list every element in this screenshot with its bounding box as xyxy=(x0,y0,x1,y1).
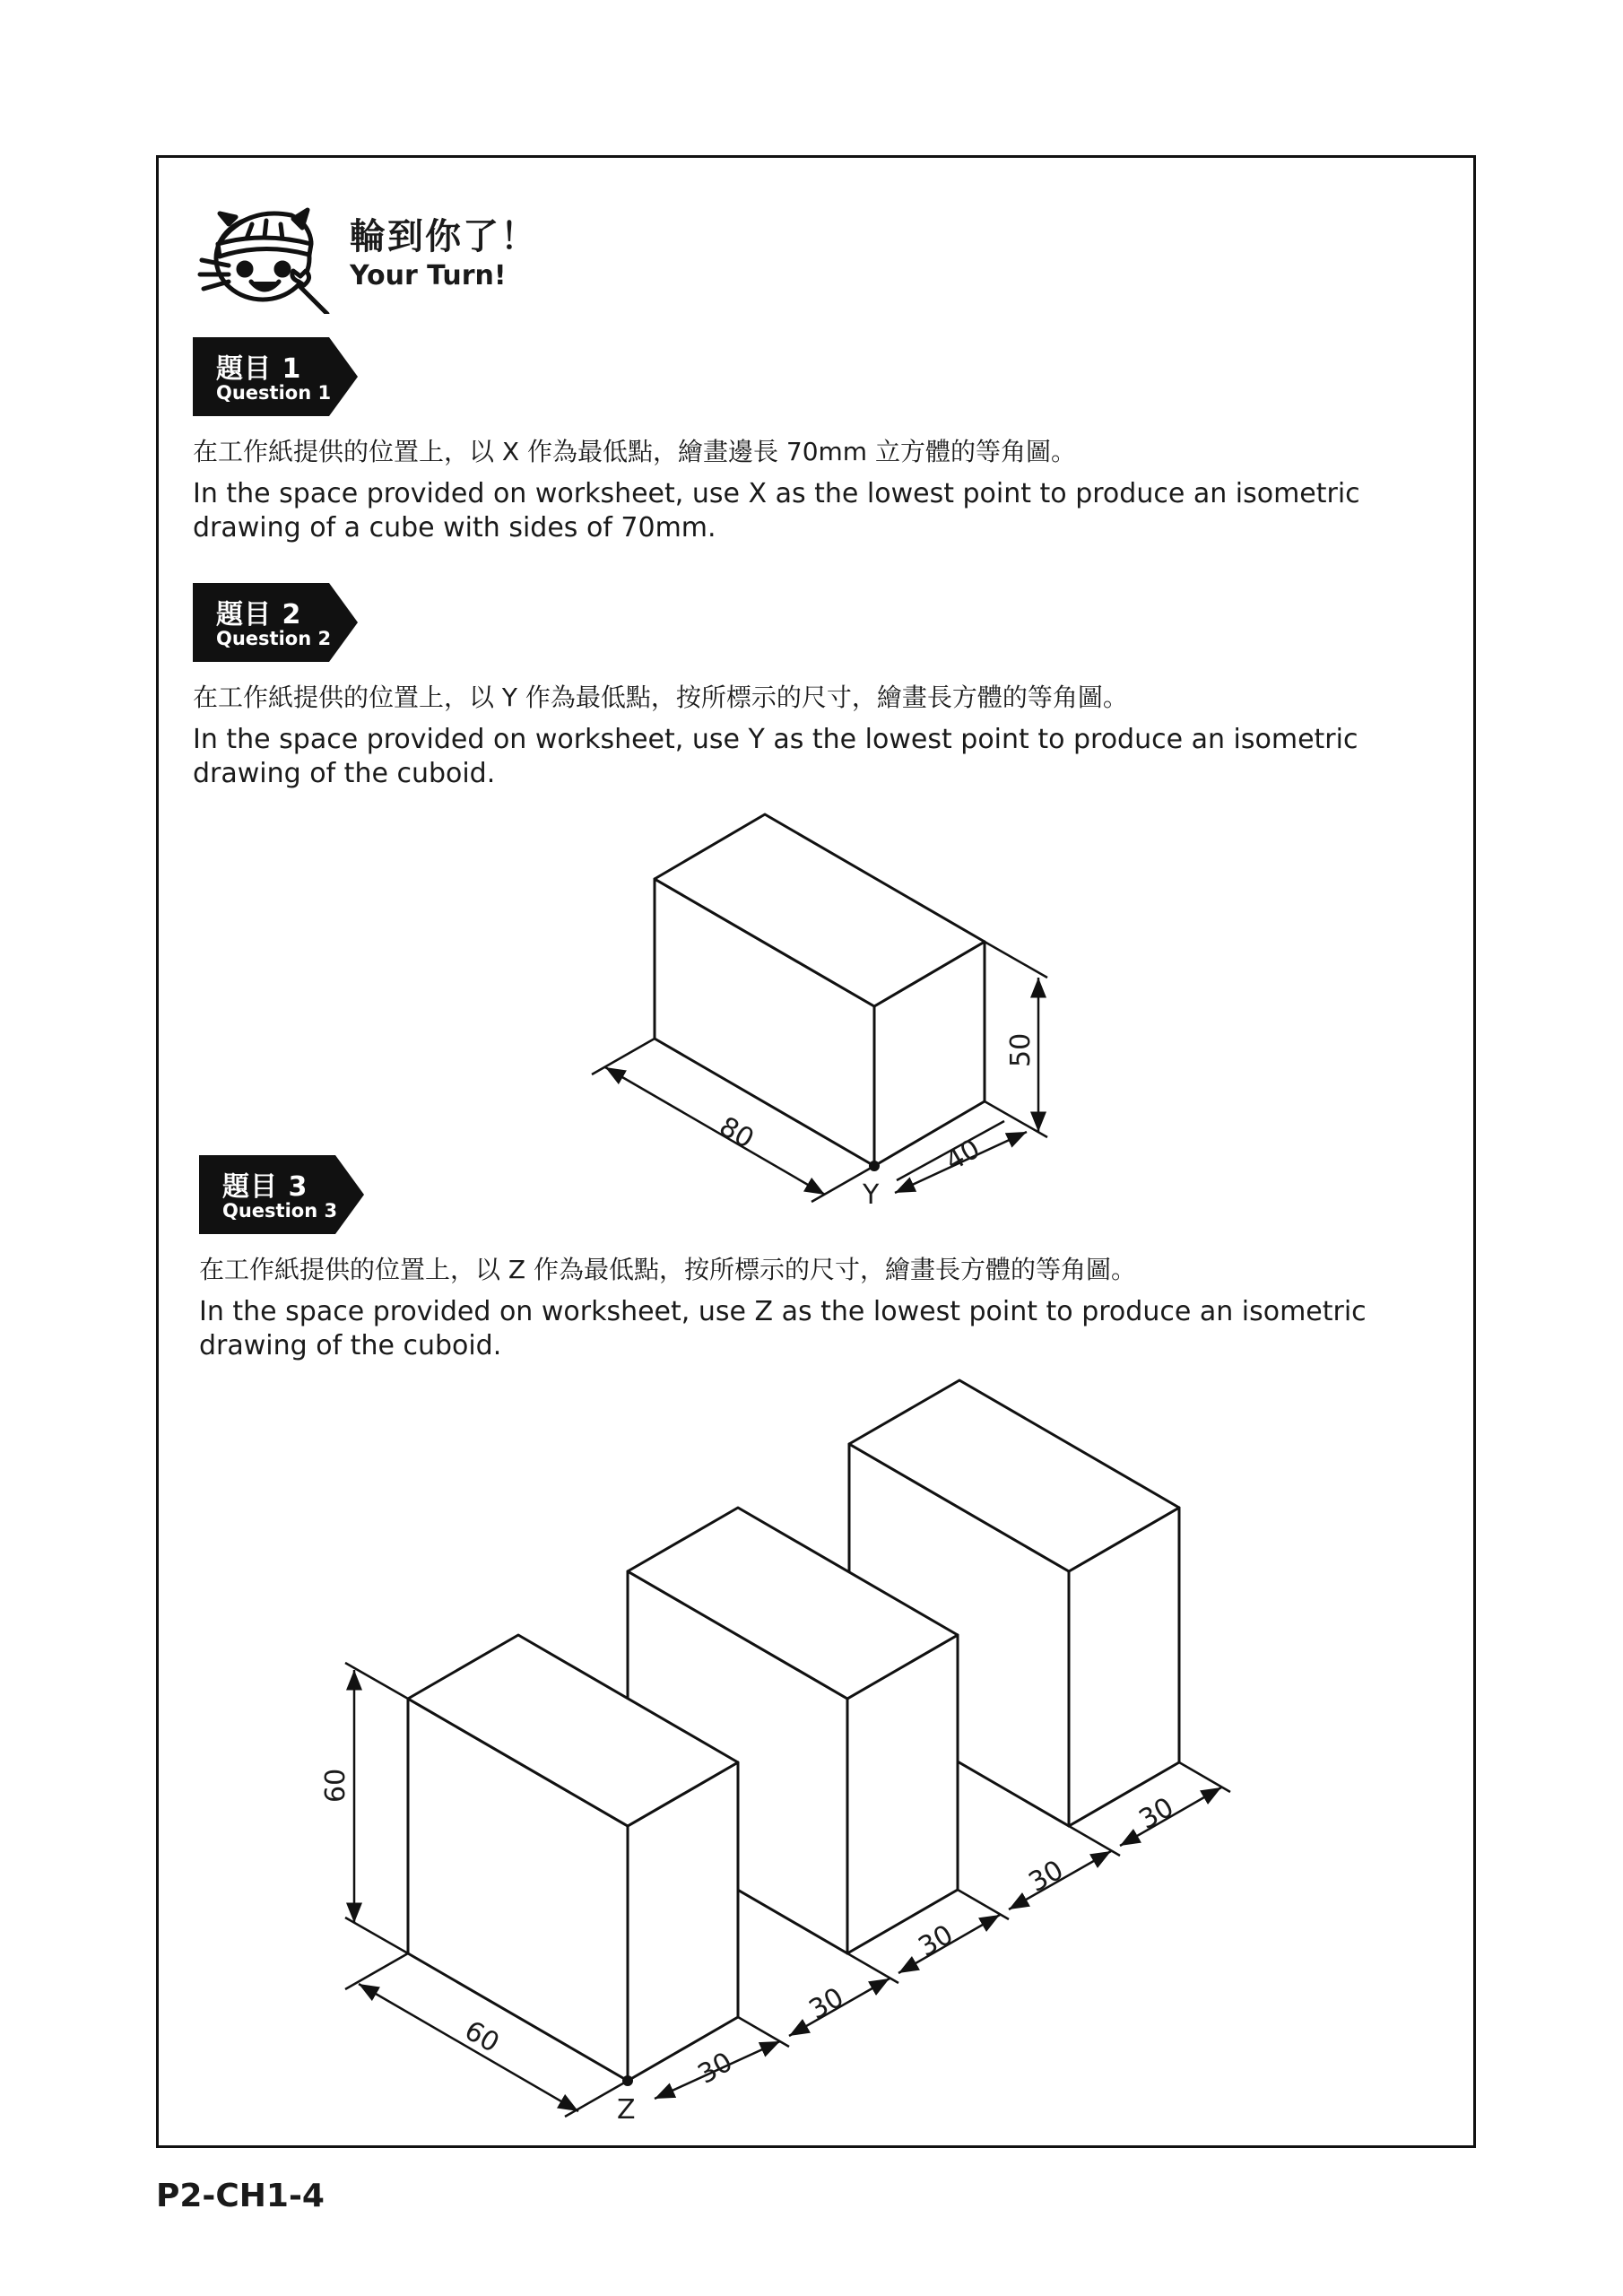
figure-3-step-label: 30 xyxy=(1133,1791,1180,1836)
question-1-text-en: In the space provided on worksheet, use X as the lowest point to produce an isometric drawing of a cube with sides of 70mm. xyxy=(193,478,1360,544)
figure-3-point-marker xyxy=(622,2075,633,2086)
figure-2-width-label: 40 xyxy=(940,1133,986,1178)
figure-2-point-marker xyxy=(869,1161,880,1171)
question-3-text-en: In the space provided on worksheet, use Z as the lowest point to produce an isometric drawing of the cuboid. xyxy=(199,1296,1367,1361)
page-code: P2-CH1-4 xyxy=(156,2178,325,2214)
section-title-zh: 輪到你了！ xyxy=(350,216,538,257)
question-1-text-zh: 在工作紙提供的位置上，以 X 作為最低點，繪畫邊長 70mm 立方體的等角圖。 xyxy=(193,437,1076,466)
question-2-text-en: In the space provided on worksheet, use Y as the lowest point to produce an isometric drawing of the cuboid. xyxy=(193,724,1358,789)
question-1-tag-zh: 題目 1 xyxy=(216,353,302,385)
figure-3-step-label: 30 xyxy=(1023,1854,1070,1899)
figure-2-height-label: 50 xyxy=(1005,1032,1037,1067)
question-3-tag-en: Question 3 xyxy=(222,1200,338,1222)
question-2-tag-en: Question 2 xyxy=(216,628,332,649)
figure-3-step-label: 30 xyxy=(913,1918,959,1963)
question-2-tag-zh: 題目 2 xyxy=(216,599,302,631)
question-3-tag-zh: 題目 3 xyxy=(222,1171,308,1203)
question-3-text-zh: 在工作紙提供的位置上，以 Z 作為最低點，按所標示的尺寸，繪畫長方體的等角圖。 xyxy=(199,1255,1136,1284)
figure-3-length-label: 60 xyxy=(459,2014,505,2060)
section-title-en: Your Turn! xyxy=(350,260,507,291)
figure-3-step-label: 30 xyxy=(692,2046,739,2091)
figure-3-height-label: 60 xyxy=(320,1768,352,1803)
figure-2-length-label: 80 xyxy=(714,1110,759,1156)
figure-3-point-label: Z xyxy=(617,2094,636,2126)
figure-2-cuboid xyxy=(655,814,985,1166)
figure-3-step-label: 30 xyxy=(803,1981,850,2026)
question-2-text-zh: 在工作紙提供的位置上，以 Y 作為最低點，按所標示的尺寸，繪畫長方體的等角圖。 xyxy=(193,683,1128,712)
figure-2-point-label: Y xyxy=(863,1179,880,1211)
question-1-tag-en: Question 1 xyxy=(216,382,332,404)
